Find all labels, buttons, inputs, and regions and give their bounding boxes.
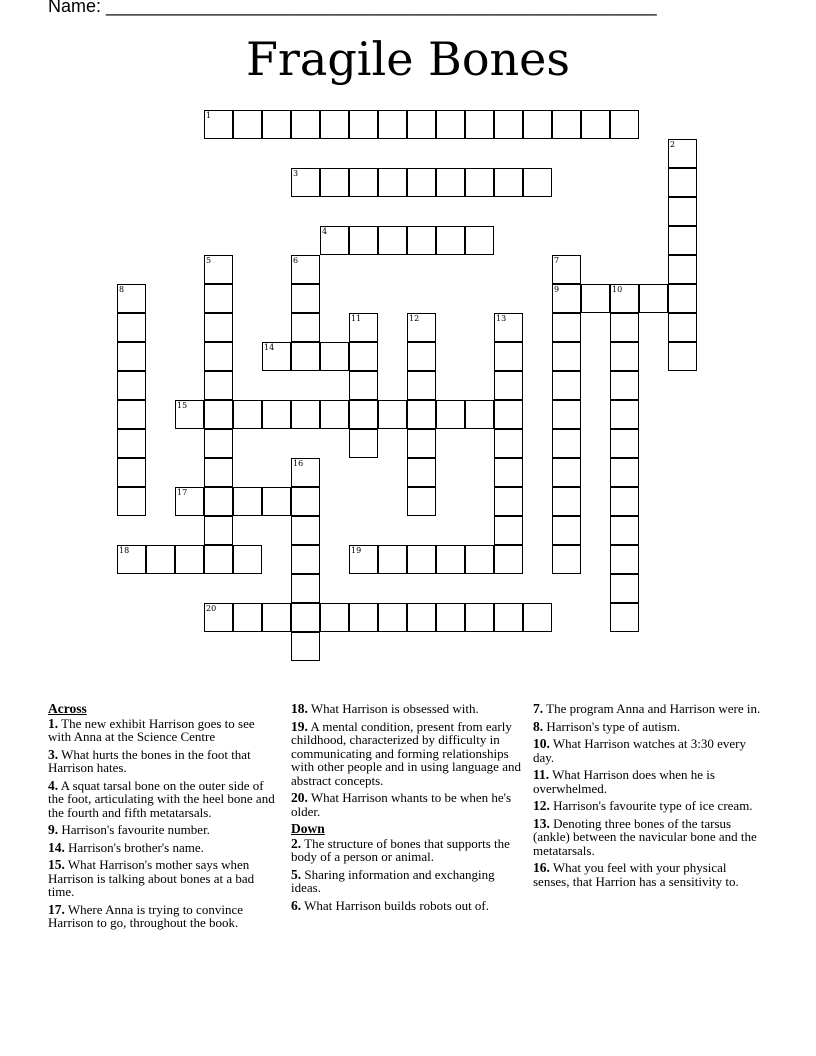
grid-cell[interactable] [639,284,668,313]
clue-number: 13 [496,314,507,323]
grid-cell[interactable] [552,284,581,313]
clue-item-text: A mental condition, present from early childhood, characterized by difficulty in communicating and forming relationships with other people and in using language and abstract concepts. [291,718,521,788]
grid-cell[interactable] [465,603,494,632]
grid-cell[interactable] [262,487,291,516]
grid-cell[interactable] [233,400,262,429]
grid-cell[interactable] [349,429,378,458]
clue-item-text: The program Anna and Harrison were in. [546,701,761,716]
grid-cell[interactable] [204,487,233,516]
grid-cell[interactable] [349,168,378,197]
grid-cell[interactable] [117,400,146,429]
clue-item [48,841,280,855]
grid-cell[interactable] [552,342,581,371]
clue-item-text: The structure of bones that supports the body of a person or animal. [291,835,510,864]
grid-cell[interactable] [204,545,233,574]
grid-cell[interactable] [175,545,204,574]
grid-cell[interactable] [117,313,146,342]
clue-item [533,817,765,858]
grid-cell[interactable] [233,110,262,139]
grid-cell[interactable] [407,603,436,632]
clue-number: 11 [351,314,362,323]
clue-item-number: 17. [48,901,65,917]
clue-number: 12 [409,314,420,323]
clue-item-text: Sharing information and exchanging ideas. [291,866,495,895]
clue-item-text: Harrison's favourite number. [61,822,210,837]
grid-cell[interactable] [465,110,494,139]
name-field-label: Name: _______________________________________________________ [48,0,657,16]
grid-cell[interactable] [668,313,697,342]
grid-cell[interactable] [262,400,291,429]
clue-item [48,748,280,775]
grid-cell[interactable] [204,603,233,632]
grid-cell[interactable] [175,400,204,429]
clue-item [48,823,280,837]
grid-cell[interactable] [204,342,233,371]
clue-number: 20 [206,604,217,613]
grid-cell[interactable] [494,313,523,342]
clue-item [533,768,765,795]
grid-cell[interactable] [552,400,581,429]
grid-cell[interactable] [204,400,233,429]
grid-cell[interactable] [378,545,407,574]
clue-item [48,717,280,744]
clue-item-number: 13. [533,815,550,831]
clue-number: 10 [612,285,623,294]
clue-item-number: 11. [533,767,550,782]
grid-cell[interactable] [436,603,465,632]
clue-number: 2 [670,140,676,149]
grid-cell[interactable] [610,429,639,458]
clue-item-number: 14. [48,839,65,855]
grid-cell[interactable] [117,342,146,371]
grid-cell[interactable] [610,313,639,342]
clue-number: 4 [322,227,328,236]
grid-cell[interactable] [320,168,349,197]
clue-number: 16 [293,459,304,468]
grid-cell[interactable] [494,168,523,197]
clue-item-number: 10. [533,736,550,751]
grid-cell[interactable] [552,429,581,458]
clue-item-text: Denoting three bones of the tarsus (ankle) between the navicular bone and the metatarsals. [533,815,757,858]
clue-item-text: What Harrison builds robots out of. [304,897,490,913]
grid-cell[interactable] [494,400,523,429]
grid-cell[interactable] [378,603,407,632]
grid-cell[interactable] [291,255,320,284]
clue-item-text: What you feel with your physical senses, that Harrion has a sensitivity to. [533,860,739,889]
clue-item [291,899,523,913]
grid-cell[interactable] [668,226,697,255]
clue-item-number: 3. [48,746,59,762]
grid-cell[interactable] [407,313,436,342]
grid-cell[interactable] [523,603,552,632]
clue-number: 9 [554,285,560,294]
grid-cell[interactable] [552,487,581,516]
grid-cell[interactable] [204,255,233,284]
clue-item [291,837,523,864]
grid-cell[interactable] [117,487,146,516]
clue-item [533,737,765,764]
grid-cell[interactable] [610,371,639,400]
clue-number: 18 [119,546,130,555]
clue-item-number: 2. [291,835,302,851]
grid-cell[interactable] [494,371,523,400]
clue-item-text: A squat tarsal bone on the outer side of the foot, articulating with the heel bone and the fourth and fifth metatarsals. [48,777,275,820]
grid-cell[interactable] [668,197,697,226]
clue-section-heading: Down [291,821,325,836]
clue-item-number: 16. [533,860,550,875]
grid-cell[interactable] [552,371,581,400]
grid-cell[interactable] [552,313,581,342]
clue-item [291,720,523,788]
clue-item-number: 1. [48,715,59,731]
clue-item [291,868,523,895]
grid-cell[interactable] [436,400,465,429]
clue-number: 7 [554,256,560,265]
clue-item [48,779,280,820]
grid-cell[interactable] [291,516,320,545]
grid-cell[interactable] [494,429,523,458]
grid-cell[interactable] [552,255,581,284]
grid-cell[interactable] [552,545,581,574]
grid-cell[interactable] [291,574,320,603]
grid-cell[interactable] [233,603,262,632]
grid-cell[interactable] [378,400,407,429]
grid-cell[interactable] [262,110,291,139]
clue-number: 19 [351,546,362,555]
clue-item-text: What Harrison does when he is overwhelmed. [533,767,715,796]
grid-cell[interactable] [465,545,494,574]
grid-cell[interactable] [494,603,523,632]
clue-item-number: 15. [48,857,65,872]
page-title: Fragile Bones [246,32,570,86]
grid-cell[interactable] [291,342,320,371]
grid-cell[interactable] [581,110,610,139]
clue-column-3 [533,702,765,892]
clue-item-text: Harrison's favourite type of ice cream. [553,798,753,813]
clue-item-text: What hurts the bones in the foot that Harrison hates. [48,746,251,775]
grid-cell[interactable] [291,168,320,197]
clue-number: 17 [177,488,188,497]
clue-item-text: What Harrison whants to be when he's older. [291,790,512,819]
clue-item [48,858,280,899]
grid-cell[interactable] [610,342,639,371]
grid-cell[interactable] [523,110,552,139]
grid-cell[interactable] [523,168,552,197]
clue-item-number: 9. [48,822,59,837]
grid-cell[interactable] [407,487,436,516]
clue-item [533,702,765,716]
grid-cell[interactable] [233,487,262,516]
grid-cell[interactable] [494,458,523,487]
grid-cell[interactable] [494,516,523,545]
grid-cell[interactable] [668,168,697,197]
grid-cell[interactable] [204,313,233,342]
grid-cell[interactable] [291,110,320,139]
clue-item-number: 7. [533,701,544,716]
grid-cell[interactable] [349,400,378,429]
grid-cell[interactable] [465,168,494,197]
grid-cell[interactable] [436,545,465,574]
grid-cell[interactable] [117,429,146,458]
grid-cell[interactable] [204,371,233,400]
grid-cell[interactable] [407,226,436,255]
clue-item-text: The new exhibit Harrison goes to see with Anna at the Science Centre [48,715,255,744]
grid-cell[interactable] [494,110,523,139]
grid-cell[interactable] [378,168,407,197]
grid-cell[interactable] [668,284,697,313]
grid-cell[interactable] [291,458,320,487]
clue-number: 14 [264,343,275,352]
grid-cell[interactable] [610,516,639,545]
grid-cell[interactable] [465,400,494,429]
grid-cell[interactable] [407,342,436,371]
grid-cell[interactable] [320,226,349,255]
grid-cell[interactable] [378,110,407,139]
clue-item-number: 4. [48,777,59,793]
clue-number: 3 [293,169,299,178]
clue-number: 5 [206,256,212,265]
grid-cell[interactable] [407,458,436,487]
grid-cell[interactable] [204,110,233,139]
grid-cell[interactable] [320,400,349,429]
grid-cell[interactable] [117,284,146,313]
clue-item-text: Harrison's brother's name. [68,839,204,855]
grid-cell[interactable] [436,110,465,139]
grid-cell[interactable] [349,226,378,255]
grid-cell[interactable] [291,632,320,661]
grid-cell[interactable] [291,545,320,574]
grid-cell[interactable] [146,545,175,574]
grid-cell[interactable] [581,284,610,313]
grid-cell[interactable] [407,400,436,429]
grid-cell[interactable] [436,168,465,197]
grid-cell[interactable] [320,110,349,139]
grid-cell[interactable] [117,458,146,487]
clue-item-number: 18. [291,701,308,716]
clue-item [48,903,280,930]
clue-item-text: What Harrison is obsessed with. [310,701,479,716]
grid-cell[interactable] [610,284,639,313]
clue-item-text: Where Anna is trying to convince Harrison to go, throughout the book. [48,901,243,930]
grid-cell[interactable] [668,342,697,371]
grid-cell[interactable] [204,458,233,487]
grid-cell[interactable] [552,110,581,139]
grid-cell[interactable] [552,516,581,545]
grid-cell[interactable] [610,487,639,516]
grid-cell[interactable] [291,487,320,516]
grid-cell[interactable] [175,487,204,516]
clue-number: 1 [206,111,212,120]
grid-cell[interactable] [610,110,639,139]
clue-item [533,861,765,888]
grid-cell[interactable] [494,342,523,371]
grid-cell[interactable] [494,487,523,516]
clue-column-1 [48,702,280,934]
grid-cell[interactable] [610,400,639,429]
clue-section-heading: Across [48,701,87,716]
clue-item [291,791,523,818]
clue-item-number: 5. [291,866,302,882]
clue-number: 8 [119,285,125,294]
grid-cell[interactable] [117,545,146,574]
clue-number: 6 [293,256,299,265]
grid-cell[interactable] [407,168,436,197]
grid-cell[interactable] [349,603,378,632]
clue-item-text: What Harrison watches at 3:30 every day. [533,736,747,765]
grid-cell[interactable] [291,400,320,429]
clue-column-2 [291,702,523,916]
clue-item-number: 6. [291,897,302,913]
grid-cell[interactable] [610,603,639,632]
grid-cell[interactable] [668,139,697,168]
grid-cell[interactable] [407,429,436,458]
grid-cell[interactable] [291,603,320,632]
grid-cell[interactable] [291,313,320,342]
clue-item-number: 20. [291,790,308,805]
grid-cell[interactable] [233,545,262,574]
grid-cell[interactable] [494,545,523,574]
clue-item [291,702,523,716]
grid-cell[interactable] [407,110,436,139]
grid-cell[interactable] [552,458,581,487]
grid-cell[interactable] [204,284,233,313]
grid-cell[interactable] [349,371,378,400]
grid-cell[interactable] [436,226,465,255]
grid-cell[interactable] [465,226,494,255]
clue-item-text: What Harrison's mother says when Harrison is talking about bones at a bad time. [48,857,255,899]
grid-cell[interactable] [262,603,291,632]
grid-cell[interactable] [320,342,349,371]
grid-cell[interactable] [407,545,436,574]
grid-cell[interactable] [291,284,320,313]
clue-item-number: 12. [533,798,550,813]
grid-cell[interactable] [407,371,436,400]
grid-cell[interactable] [610,574,639,603]
grid-cell[interactable] [668,255,697,284]
grid-cell[interactable] [204,429,233,458]
clue-number: 15 [177,401,188,410]
grid-cell[interactable] [320,603,349,632]
grid-cell[interactable] [349,342,378,371]
grid-cell[interactable] [610,545,639,574]
grid-cell[interactable] [117,371,146,400]
clue-item-number: 8. [533,718,544,734]
grid-cell[interactable] [262,342,291,371]
grid-cell[interactable] [349,313,378,342]
grid-cell[interactable] [378,226,407,255]
grid-cell[interactable] [610,458,639,487]
grid-cell[interactable] [349,110,378,139]
clue-item-number: 19. [291,718,308,734]
grid-cell[interactable] [204,516,233,545]
clue-item [533,799,765,813]
grid-cell[interactable] [349,545,378,574]
clue-item-text: Harrison's type of autism. [546,718,681,734]
clue-item [533,720,765,734]
